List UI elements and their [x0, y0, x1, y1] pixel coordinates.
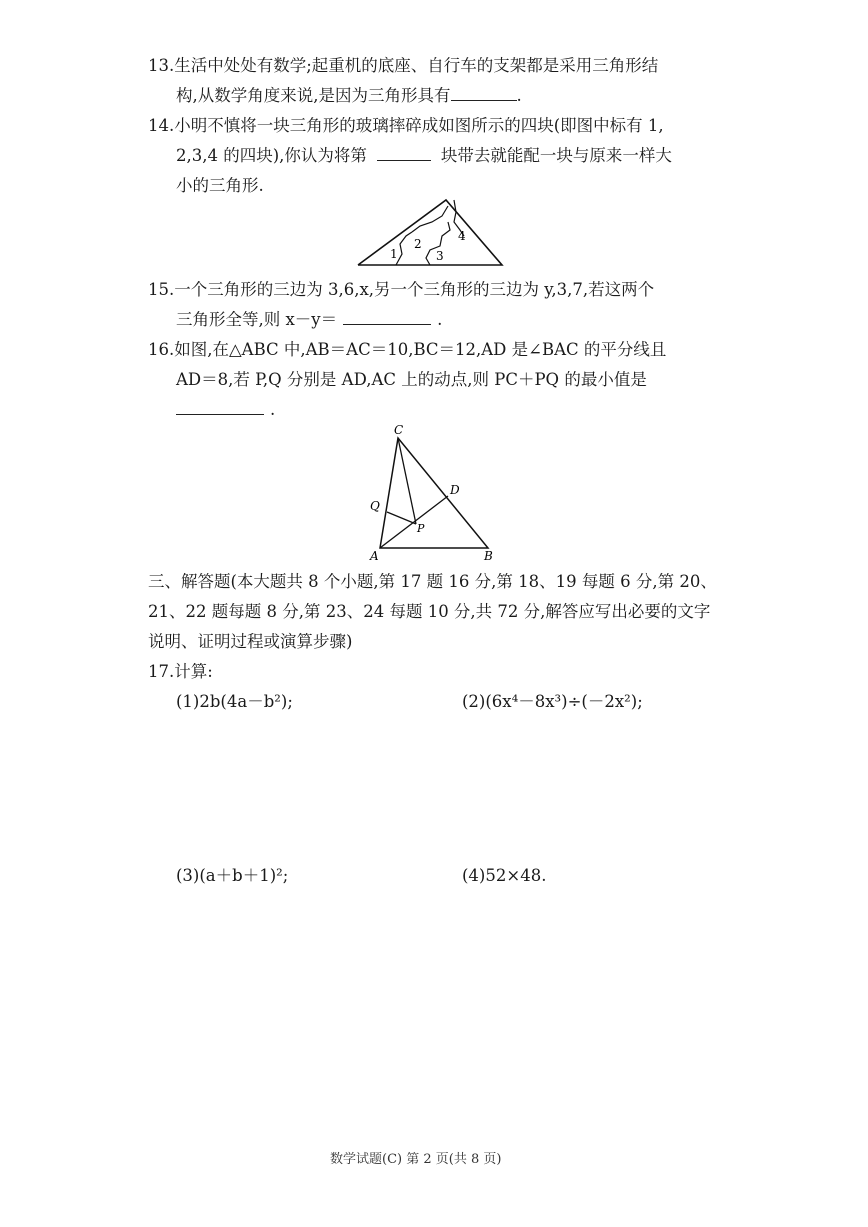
q14-line2-suffix: 块带去就能配一块与原来一样大	[440, 146, 672, 165]
q13-line2-suffix: .	[516, 86, 522, 105]
q16-answer-blank[interactable]	[176, 400, 264, 415]
q17-part2: (2)(6x⁴－8x³)÷(－2x²);	[462, 692, 643, 711]
q15-line1: 15.一个三角形的三边为 3,6,x,另一个三角形的三边为 y,3,7,若这两个	[148, 280, 655, 299]
fig16-label-p: P	[417, 522, 425, 535]
fig14-label-4: 4	[458, 229, 466, 243]
q17-part3: (3)(a＋b＋1)²;	[176, 866, 289, 885]
fig16-label-a: A	[370, 549, 379, 563]
q14-line2-prefix: 2,3,4 的四块),你认为将第	[176, 146, 367, 165]
q15-answer-blank[interactable]	[343, 310, 431, 325]
q14-line2	[176, 146, 672, 166]
page-footer: 数学试题(C) 第 2 页(共 8 页)	[330, 1152, 502, 1167]
q14-answer-blank[interactable]	[377, 146, 431, 161]
fig14-label-1: 1	[390, 247, 398, 261]
section3-line2: 21、22 题每题 8 分,第 23、24 每题 10 分,共 72 分,解答应写出必要的文字	[148, 602, 711, 621]
section3-line1: 三、解答题(本大题共 8 个小题,第 17 题 16 分,第 18、19 每题 6 分,第 20、	[148, 572, 717, 591]
q15-line2-prefix: 三角形全等,则 x－y＝	[176, 310, 338, 329]
q17-part4: (4)52×48.	[462, 866, 547, 885]
q17-part1: (1)2b(4a－b²);	[176, 692, 293, 711]
q15-line2	[176, 310, 442, 330]
q16-line3-suffix: .	[270, 400, 276, 419]
fig14-label-2: 2	[414, 237, 422, 251]
fig16-label-q: Q	[370, 499, 380, 513]
q13-line2-prefix: 构,从数学角度来说,是因为三角形具有	[176, 86, 451, 105]
q13-line1: 13.生活中处处有数学;起重机的底座、自行车的支架都是采用三角形结	[148, 56, 659, 75]
broken-triangle-figure	[350, 192, 510, 270]
fig16-label-c: C	[394, 423, 404, 437]
fig16-label-d: D	[450, 483, 460, 497]
q14-line1: 14.小明不慎将一块三角形的玻璃摔碎成如图所示的四块(即图中标有 1,	[148, 116, 664, 135]
q14-line3: 小的三角形.	[176, 176, 264, 195]
q13-line2	[176, 86, 522, 106]
q17-title: 17.计算:	[148, 662, 213, 681]
fig16-label-b: B	[484, 549, 493, 563]
q15-line2-suffix: .	[437, 310, 443, 329]
section3-line3: 说明、证明过程或演算步骤)	[148, 632, 353, 651]
fig14-label-3: 3	[436, 249, 444, 263]
triangle-abc-figure	[360, 420, 510, 565]
q16-line2: AD＝8,若 P,Q 分别是 AD,AC 上的动点,则 PC＋PQ 的最小值是	[176, 370, 647, 389]
q16-line1: 16.如图,在△ABC 中,AB＝AC＝10,BC＝12,AD 是∠BAC 的平分线且	[148, 340, 667, 359]
q13-answer-blank[interactable]	[451, 86, 517, 101]
q16-line3	[176, 400, 275, 420]
